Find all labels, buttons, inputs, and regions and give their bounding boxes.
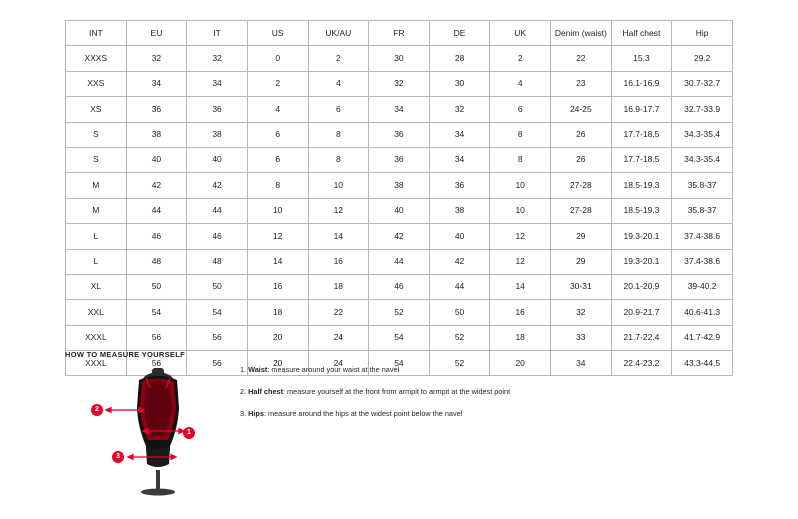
cell-denim: 29 [551, 224, 612, 249]
cell-it: 32 [187, 46, 248, 71]
cell-half-chest: 15.3 [611, 46, 672, 71]
cell-int: XXXL [66, 351, 127, 376]
note-term: Half chest [248, 386, 283, 396]
cell-half-chest: 21.7-22.4 [611, 325, 672, 350]
cell-us: 20 [247, 351, 308, 376]
table-row [66, 300, 733, 325]
cell-uk: 12 [490, 249, 551, 274]
table-header-row [66, 21, 733, 46]
cell-uk: 18 [490, 325, 551, 350]
cell-eu: 44 [126, 198, 187, 223]
column-header-it: IT [187, 21, 248, 46]
note-text: : measure yourself at the front from armpit to armpit at the widest point [283, 386, 511, 396]
cell-int: L [66, 249, 127, 274]
cell-int: XXL [66, 300, 127, 325]
cell-int: XXXS [66, 46, 127, 71]
cell-uk: 8 [490, 147, 551, 172]
cell-denim: 34 [551, 351, 612, 376]
cell-uk: 10 [490, 198, 551, 223]
cell-fr: 36 [369, 147, 430, 172]
cell-de: 52 [429, 325, 490, 350]
column-header-int: INT [66, 21, 127, 46]
column-header-us: US [247, 21, 308, 46]
cell-uk-au: 6 [308, 97, 369, 122]
mannequin-icon [90, 366, 230, 496]
cell-de: 42 [429, 249, 490, 274]
cell-uk-au: 24 [308, 351, 369, 376]
cell-de: 34 [429, 147, 490, 172]
table-row [66, 71, 733, 96]
cell-half-chest: 22.4-23.2 [611, 351, 672, 376]
cell-it: 34 [187, 71, 248, 96]
cell-denim: 26 [551, 147, 612, 172]
cell-de: 38 [429, 198, 490, 223]
cell-us: 6 [247, 122, 308, 147]
cell-uk: 2 [490, 46, 551, 71]
cell-denim: 27-28 [551, 198, 612, 223]
table-row [66, 325, 733, 350]
column-header-fr: FR [369, 21, 430, 46]
cell-fr: 40 [369, 198, 430, 223]
note-text: : measure around your waist at the navel [267, 365, 400, 374]
cell-us: 20 [247, 325, 308, 350]
cell-hip: 35.8-37 [672, 198, 733, 223]
cell-it: 40 [187, 147, 248, 172]
cell-int: XXS [66, 71, 127, 96]
note-term: Waist [248, 365, 268, 374]
cell-eu: 32 [126, 46, 187, 71]
size-chart-header [66, 21, 733, 46]
cell-us: 18 [247, 300, 308, 325]
how-to-measure-section [65, 362, 665, 497]
cell-fr: 30 [369, 46, 430, 71]
note-text: : measure around the hips at the widest point below the navel [263, 408, 463, 418]
cell-denim: 23 [551, 71, 612, 96]
cell-hip: 37.4-38.6 [672, 249, 733, 274]
cell-hip: 37.4-38.6 [672, 224, 733, 249]
cell-us: 8 [247, 173, 308, 198]
cell-int: S [66, 147, 127, 172]
cell-hip: 35.8-37 [672, 173, 733, 198]
cell-hip: 32.7-33.9 [672, 97, 733, 122]
table-row [66, 173, 733, 198]
cell-us: 6 [247, 147, 308, 172]
cell-uk: 12 [490, 224, 551, 249]
cell-eu: 50 [126, 274, 187, 299]
note-index: 1. [240, 365, 247, 374]
column-header-hip: Hip [672, 21, 733, 46]
cell-half-chest: 19.3-20.1 [611, 224, 672, 249]
cell-denim: 22 [551, 46, 612, 71]
cell-uk-au: 8 [308, 122, 369, 147]
cell-de: 30 [429, 71, 490, 96]
cell-int: M [66, 198, 127, 223]
cell-fr: 34 [369, 97, 430, 122]
cell-uk: 14 [490, 274, 551, 299]
cell-half-chest: 17.7-18.5 [611, 122, 672, 147]
cell-hip: 34.3-35.4 [672, 122, 733, 147]
cell-de: 32 [429, 97, 490, 122]
marker-1-waist: 1 [183, 427, 195, 439]
cell-eu: 42 [126, 173, 187, 198]
cell-fr: 44 [369, 249, 430, 274]
note-index: 3. [240, 408, 247, 418]
cell-hip: 43.3-44.5 [672, 351, 733, 376]
cell-it: 56 [187, 325, 248, 350]
table-row [66, 147, 733, 172]
cell-uk-au: 24 [308, 325, 369, 350]
cell-uk: 6 [490, 97, 551, 122]
cell-fr: 32 [369, 71, 430, 96]
cell-int: XXXL [66, 325, 127, 350]
cell-int: S [66, 122, 127, 147]
column-header-uk: UK [490, 21, 551, 46]
cell-eu: 46 [126, 224, 187, 249]
size-chart-container [65, 20, 733, 376]
cell-eu: 56 [126, 325, 187, 350]
table-row [66, 198, 733, 223]
table-row [66, 97, 733, 122]
cell-uk: 20 [490, 351, 551, 376]
cell-uk-au: 10 [308, 173, 369, 198]
column-header-uk-au: UK/AU [308, 21, 369, 46]
marker-3-hips: 3 [112, 451, 124, 463]
cell-us: 2 [247, 71, 308, 96]
cell-us: 10 [247, 198, 308, 223]
cell-denim: 29 [551, 249, 612, 274]
table-row [66, 46, 733, 71]
cell-half-chest: 16.9-17.7 [611, 97, 672, 122]
cell-hip: 39-40.2 [672, 274, 733, 299]
cell-uk-au: 12 [308, 198, 369, 223]
cell-fr: 54 [369, 351, 430, 376]
cell-eu: 36 [126, 97, 187, 122]
cell-hip: 29.2 [672, 46, 733, 71]
cell-fr: 46 [369, 274, 430, 299]
marker-2-half-chest: 2 [91, 404, 103, 416]
column-header-eu: EU [126, 21, 187, 46]
cell-half-chest: 20.1-20.9 [611, 274, 672, 299]
cell-denim: 33 [551, 325, 612, 350]
cell-uk: 4 [490, 71, 551, 96]
cell-it: 46 [187, 224, 248, 249]
cell-de: 52 [429, 351, 490, 376]
cell-uk: 10 [490, 173, 551, 198]
cell-uk-au: 4 [308, 71, 369, 96]
table-row [66, 122, 733, 147]
cell-us: 4 [247, 97, 308, 122]
table-row [66, 224, 733, 249]
cell-it: 36 [187, 97, 248, 122]
cell-uk-au: 2 [308, 46, 369, 71]
cell-it: 48 [187, 249, 248, 274]
cell-half-chest: 20.9-21.7 [611, 300, 672, 325]
cell-de: 28 [429, 46, 490, 71]
cell-uk-au: 22 [308, 300, 369, 325]
cell-half-chest: 18.5-19.3 [611, 198, 672, 223]
size-chart-body [66, 46, 733, 376]
cell-us: 14 [247, 249, 308, 274]
cell-hip: 30.7-32.7 [672, 71, 733, 96]
measure-instructions [240, 366, 660, 431]
cell-int: XS [66, 97, 127, 122]
cell-fr: 54 [369, 325, 430, 350]
measure-note-hips [240, 410, 660, 419]
measure-note-waist [240, 366, 660, 375]
how-to-measure-heading: HOW TO MEASURE YOURSELF [65, 350, 185, 359]
cell-uk-au: 16 [308, 249, 369, 274]
cell-int: M [66, 173, 127, 198]
column-header-denim-waist: Denim (waist) [551, 21, 612, 46]
mannequin-diagram [90, 366, 230, 496]
cell-uk-au: 18 [308, 274, 369, 299]
cell-int: L [66, 224, 127, 249]
cell-fr: 52 [369, 300, 430, 325]
cell-half-chest: 18.5-19.3 [611, 173, 672, 198]
cell-uk: 8 [490, 122, 551, 147]
cell-denim: 30-31 [551, 274, 612, 299]
cell-int: XL [66, 274, 127, 299]
cell-hip: 40.6-41.3 [672, 300, 733, 325]
cell-hip: 41.7-42.9 [672, 325, 733, 350]
cell-fr: 36 [369, 122, 430, 147]
cell-half-chest: 17.7-18.5 [611, 147, 672, 172]
cell-it: 54 [187, 300, 248, 325]
cell-denim: 24-25 [551, 97, 612, 122]
cell-us: 12 [247, 224, 308, 249]
cell-half-chest: 19.3-20.1 [611, 249, 672, 274]
cell-denim: 26 [551, 122, 612, 147]
cell-fr: 38 [369, 173, 430, 198]
column-header-half-chest: Half chest [611, 21, 672, 46]
note-index: 2. [240, 386, 247, 396]
cell-uk-au: 14 [308, 224, 369, 249]
cell-eu: 34 [126, 71, 187, 96]
cell-de: 50 [429, 300, 490, 325]
cell-fr: 42 [369, 224, 430, 249]
cell-eu: 54 [126, 300, 187, 325]
cell-hip: 34.3-35.4 [672, 147, 733, 172]
cell-it: 50 [187, 274, 248, 299]
cell-eu: 38 [126, 122, 187, 147]
column-header-de: DE [429, 21, 490, 46]
cell-uk-au: 8 [308, 147, 369, 172]
cell-eu: 48 [126, 249, 187, 274]
cell-us: 16 [247, 274, 308, 299]
cell-de: 36 [429, 173, 490, 198]
cell-it: 56 [187, 351, 248, 376]
cell-eu: 56 [126, 351, 187, 376]
cell-de: 44 [429, 274, 490, 299]
table-row [66, 274, 733, 299]
cell-us: 0 [247, 46, 308, 71]
table-row [66, 249, 733, 274]
size-chart-table [65, 20, 733, 376]
cell-it: 38 [187, 122, 248, 147]
cell-it: 42 [187, 173, 248, 198]
measure-note-half-chest [240, 388, 660, 397]
cell-de: 40 [429, 224, 490, 249]
cell-uk: 16 [490, 300, 551, 325]
note-term: Hips [248, 408, 264, 418]
cell-half-chest: 16.1-16.9 [611, 71, 672, 96]
cell-denim: 32 [551, 300, 612, 325]
cell-denim: 27-28 [551, 173, 612, 198]
cell-it: 44 [187, 198, 248, 223]
cell-de: 34 [429, 122, 490, 147]
cell-eu: 40 [126, 147, 187, 172]
